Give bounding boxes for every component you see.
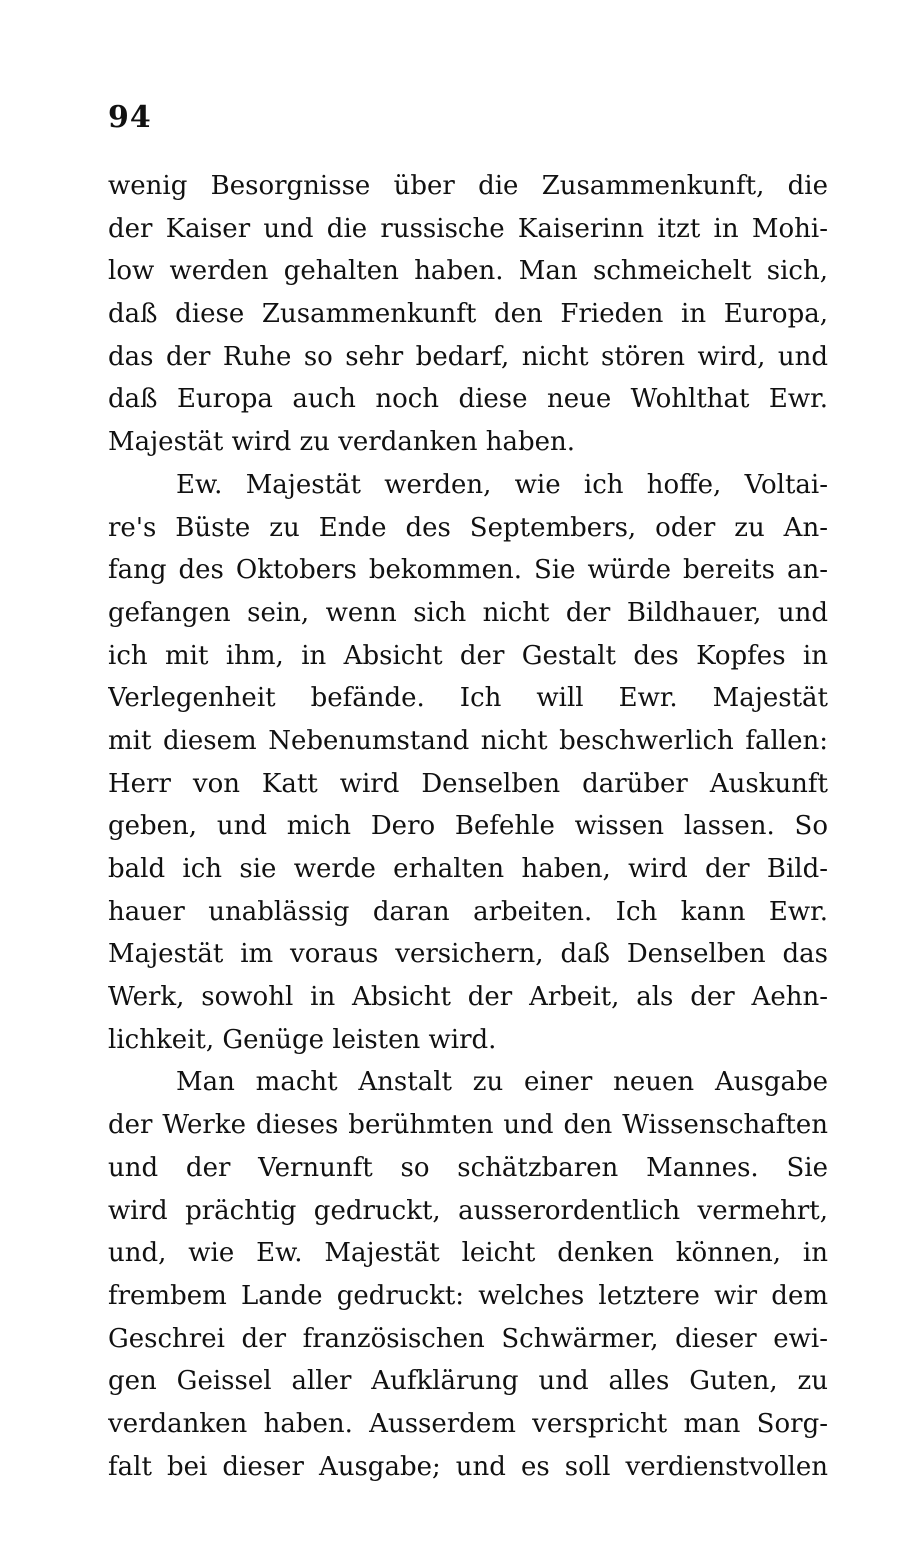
text-line: wenig Besorgnisse über die Zusammenkunft, die xyxy=(108,171,828,201)
text-line: falt bei dieser Ausgabe; und es soll verdienstvollen xyxy=(108,1451,828,1482)
text-line: hauer unablässig daran arbeiten. Ich kann Ewr. xyxy=(108,896,828,927)
text-line: ich mit ihm, in Absicht der Gestalt des Kopfes in xyxy=(108,640,828,671)
paragraph-start-line: Ew. Majestät werden, wie ich hoffe, Voltai- xyxy=(176,469,828,500)
text-line: gefangen sein, wenn sich nicht der Bildhauer, und xyxy=(108,597,828,628)
text-line: bald ich sie werde erhalten haben, wird der Bild- xyxy=(108,854,828,884)
text-line: gen Geissel aller Aufklärung und alles Guten, zu xyxy=(108,1366,828,1397)
body-text xyxy=(108,165,828,1488)
text-line: daß diese Zusammenkunft den Frieden in Europa, xyxy=(108,299,828,330)
text-line: der Kaiser und die russische Kaiserinn itzt in Mohi- xyxy=(108,213,828,244)
text-line: frembem Lande gedruckt: welches letztere wir dem xyxy=(108,1280,828,1311)
text-line: Werk, sowohl in Absicht der Arbeit, als der Aehn- xyxy=(108,982,828,1013)
paragraph-start-line: Man macht Anstalt zu einer neuen Ausgabe xyxy=(176,1067,828,1098)
text-line: und der Vernunft so schätzbaren Mannes. Sie xyxy=(108,1152,828,1183)
text-line: lichkeit, Genüge leisten wird. xyxy=(108,1024,497,1055)
text-line: mit diesem Nebenumstand nicht beschwerlich fallen: xyxy=(108,725,828,756)
text-line: der Werke dieses berühmten und den Wissenschaften xyxy=(108,1110,828,1141)
text-line: geben, und mich Dero Befehle wissen lassen. So xyxy=(108,811,828,842)
text-line: daß Europa auch noch diese neue Wohlthat Ewr. xyxy=(108,384,828,415)
text-line: wird prächtig gedruckt, ausserordentlich vermehrt, xyxy=(108,1195,828,1226)
text-line: Herr von Katt wird Denselben darüber Auskunft xyxy=(108,768,828,799)
text-line: Majestät wird zu verdanken haben. xyxy=(108,427,576,458)
text-line: low werden gehalten haben. Man schmeichelt sich, xyxy=(108,256,828,287)
text-line: Majestät im voraus versichern, daß Denselben das xyxy=(108,939,828,970)
text-line: verdanken haben. Ausserdem verspricht man Sorg- xyxy=(108,1408,828,1439)
text-line: re's Büste zu Ende des Septembers, oder zu An- xyxy=(108,512,828,543)
text-line: Geschrei der französischen Schwärmer, dieser ewi- xyxy=(108,1323,828,1354)
text-line: und, wie Ew. Majestät leicht denken können, in xyxy=(108,1238,828,1269)
text-line: fang des Oktobers bekommen. Sie würde bereits an- xyxy=(108,555,828,586)
page-number: 94 xyxy=(108,100,152,135)
text-line: Verlegenheit befände. Ich will Ewr. Majestät xyxy=(108,683,828,714)
text-line: das der Ruhe so sehr bedarf, nicht stören wird, und xyxy=(108,341,828,372)
